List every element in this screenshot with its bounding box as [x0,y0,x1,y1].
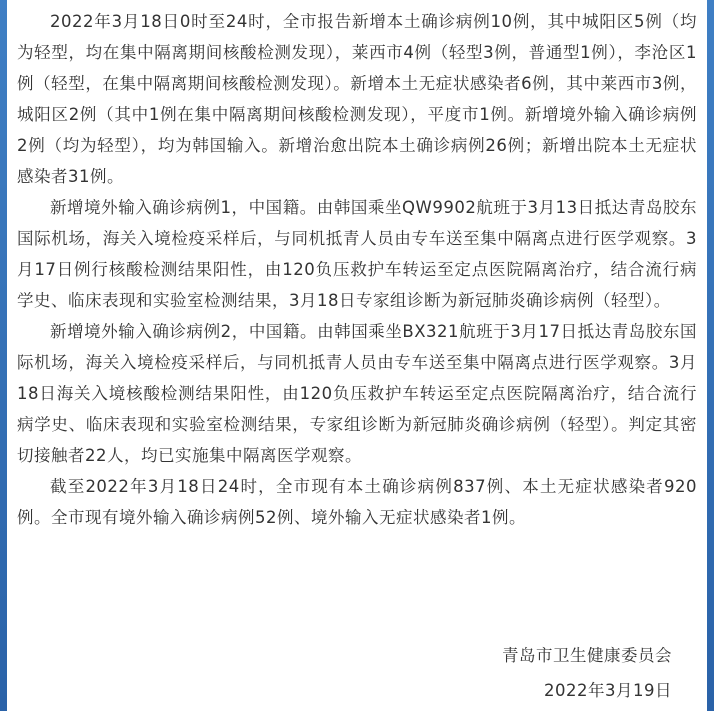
paragraph-cumulative-summary: 截至2022年3月18日24时，全市现有本土确诊病例837例、本土无症状感染者920例。全市现有境外输入确诊病例52例、境外输入无症状感染者1例。 [17,477,697,527]
paragraph-imported-case-1: 新增境外输入确诊病例1，中国籍。由韩国乘坐QW9902航班于3月13日抵达青岛胶东国际机场，海关入境检疫采样后，与同机抵青人员由专车送至集中隔离点进行医学观察。3月17日例行核酸检测结果阳性，由120负压救护车转运至定点医院隔离治疗，结合流行病学史、临床表现和实验室检测结果，3月18日专家组诊断为新冠肺炎确诊病例（轻型）。 [17,198,697,310]
left-accent-bar [0,0,7,711]
signature-organization: 青岛市卫生健康委员会 [502,646,672,665]
paragraph-daily-report: 2022年3月18日0时至24时，全市报告新增本土确诊病例10例，其中城阳区5例（均为轻型，均在集中隔离期间核酸检测发现），莱西市4例（轻型3例，普通型1例），李沧区1例（轻型，在集中隔离期间核酸检测发现）。新增本土无症状感染者6例，其中莱西市3例，城阳区2例（其中1例在集中隔离期间核酸检测发现），平度市1例。新增境外输入确诊病例2例（均为轻型），均为韩国输入。新增治愈出院本土确诊病例26例；新增出院本土无症状感染者31例。 [17,12,697,186]
right-accent-bar [707,0,714,711]
paragraph-imported-case-2: 新增境外输入确诊病例2，中国籍。由韩国乘坐BX321航班于3月17日抵达青岛胶东国际机场，海关入境检疫采样后，与同机抵青人员由专车送至集中隔离点进行医学观察。3月18日海关入境核酸检测结果阳性，由120负压救护车转运至定点医院隔离治疗，结合流行病学史、临床表现和实验室检测结果，专家组诊断为新冠肺炎确诊病例（轻型）。判定其密切接触者22人，均已实施集中隔离医学观察。 [17,322,697,465]
signature-date: 2022年3月19日 [544,681,672,700]
article-body [17,6,697,533]
